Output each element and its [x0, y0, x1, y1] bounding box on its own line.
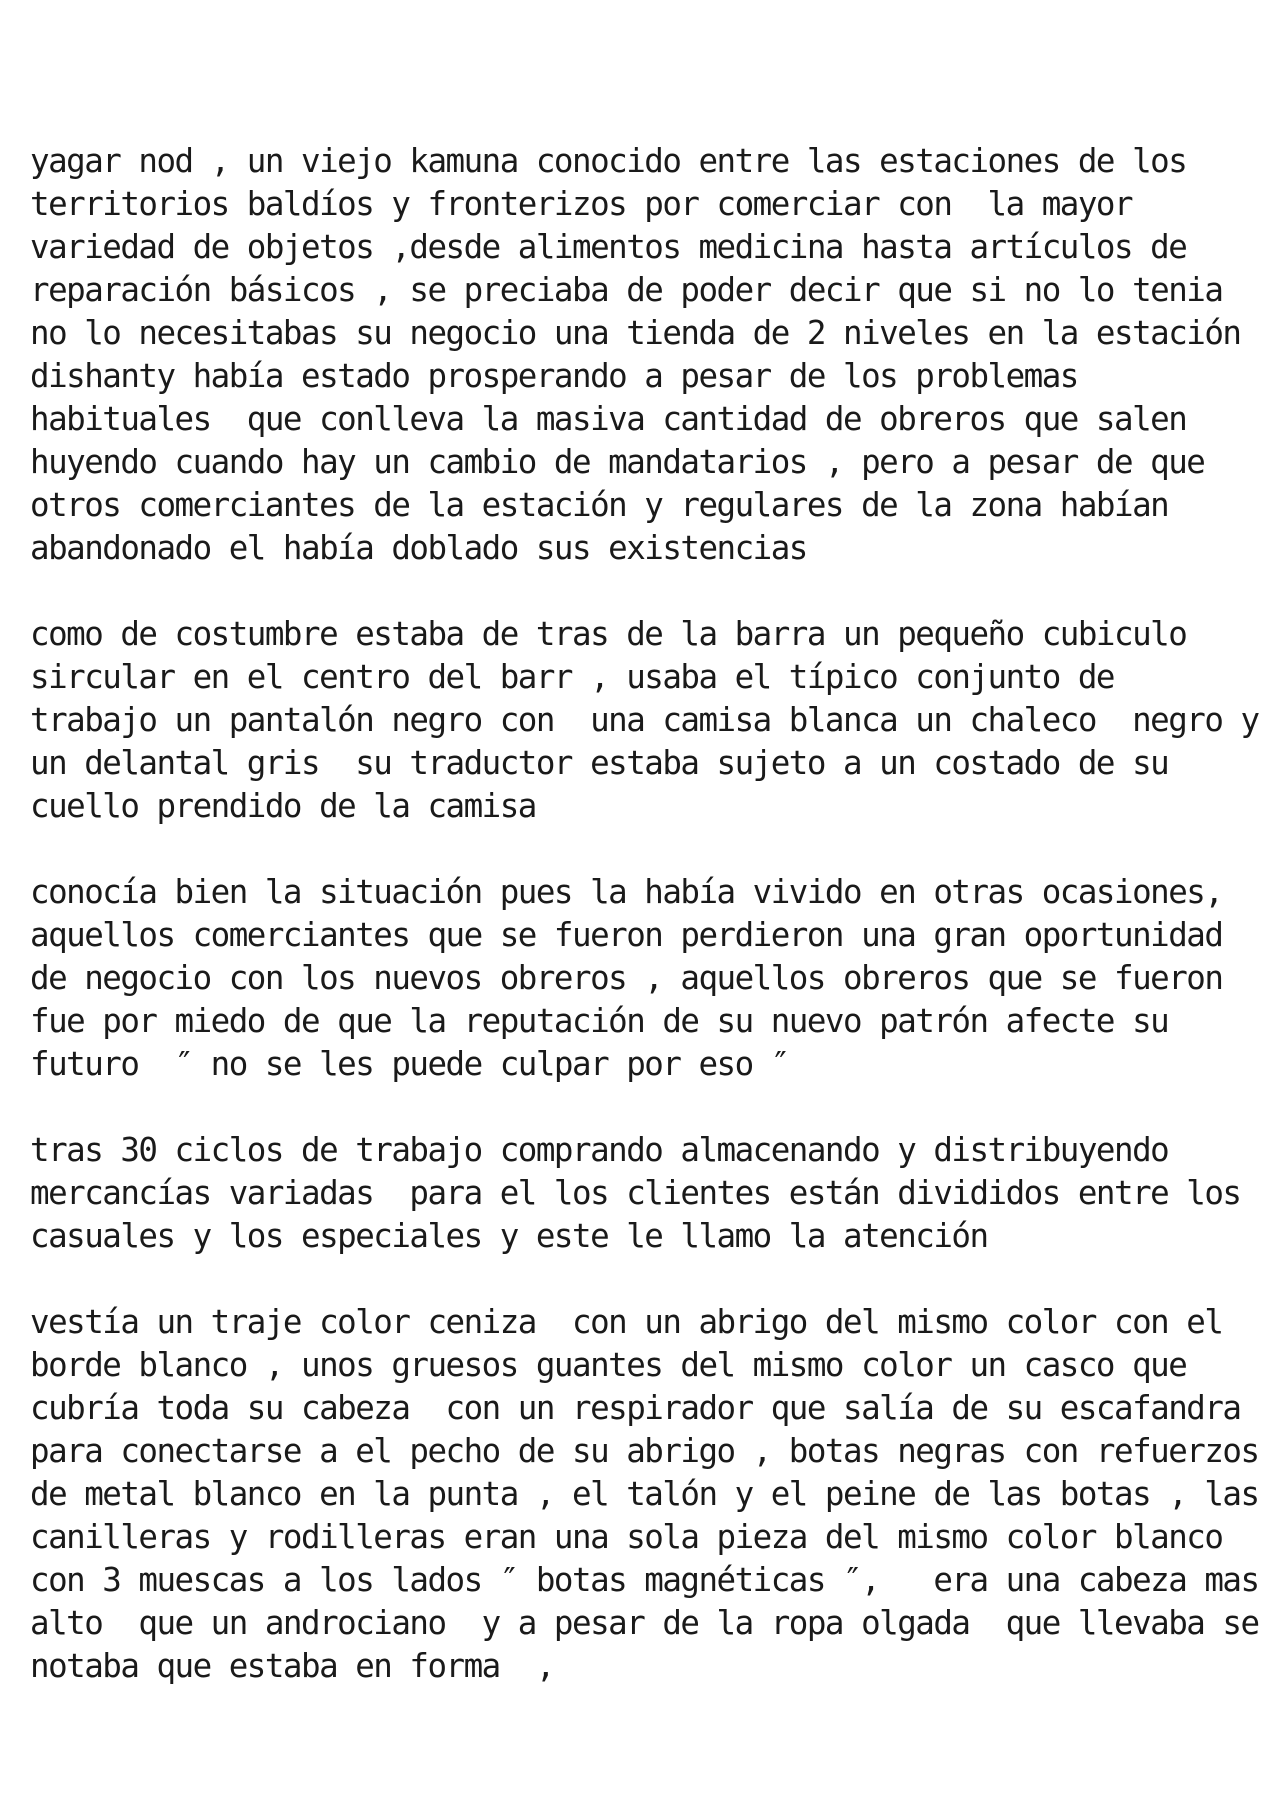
text-line: territorios baldíos y fronterizos por comerciar con la mayor — [30, 185, 1133, 223]
text-line: vestía un traje color ceniza con un abrigo del mismo color con el — [30, 1303, 1223, 1341]
text-line: variedad de objetos ,desde alimentos medicina hasta artículos de — [30, 228, 1187, 266]
document-body — [30, 140, 1270, 1731]
text-line: sircular en el centro del barr , usaba el típico conjunto de — [30, 658, 1114, 696]
text-line: notaba que estaba en forma , — [30, 1647, 554, 1685]
text-line: cuello prendido de la camisa — [30, 787, 536, 825]
text-line: no lo necesitabas su negocio una tienda de 2 niveles en la estación — [30, 314, 1241, 352]
paragraph-4 — [30, 1129, 1270, 1258]
paragraph-2 — [30, 613, 1270, 828]
text-line: de negocio con los nuevos obreros , aquellos obreros que se fueron — [30, 959, 1223, 997]
text-line: mercancías variadas para el los clientes están divididos entre los — [30, 1174, 1241, 1212]
text-line: abandonado el había doblado sus existencias — [30, 529, 807, 567]
text-line: fue por miedo de que la reputación de su nuevo patrón afecte su — [30, 1002, 1169, 1040]
text-line: yagar nod , un viejo kamuna conocido entre las estaciones de los — [30, 142, 1187, 180]
text-line: tras 30 ciclos de trabajo comprando almacenando y distribuyendo — [30, 1131, 1169, 1169]
text-line: cubría toda su cabeza con un respirador que salía de su escafandra — [30, 1389, 1241, 1427]
paragraph-1 — [30, 140, 1270, 570]
text-line: huyendo cuando hay un cambio de mandatarios , pero a pesar de que — [30, 443, 1205, 481]
text-line: aquellos comerciantes que se fueron perdieron una gran oportunidad — [30, 916, 1223, 954]
text-line: casuales y los especiales y este le llamo la atención — [30, 1217, 988, 1255]
paragraph-3 — [30, 871, 1270, 1086]
text-line: habituales que conlleva la masiva cantidad de obreros que salen — [30, 400, 1187, 438]
text-line: como de costumbre estaba de tras de la barra un pequeño cubiculo — [30, 615, 1187, 653]
text-line: reparación básicos , se preciaba de poder decir que si no lo tenia — [30, 271, 1223, 309]
text-line: conocía bien la situación pues la había vivido en otras ocasiones, — [30, 873, 1223, 911]
text-line: dishanty había estado prosperando a pesar de los problemas — [30, 357, 1078, 395]
text-line: canilleras y rodilleras eran una sola pieza del mismo color blanco — [30, 1518, 1223, 1556]
text-line: un delantal gris su traductor estaba sujeto a un costado de su — [30, 744, 1169, 782]
text-line: otros comerciantes de la estación y regulares de la zona habían — [30, 486, 1169, 524]
text-line: para conectarse a el pecho de su abrigo , botas negras con refuerzos — [30, 1432, 1259, 1470]
text-line: de metal blanco en la punta , el talón y el peine de las botas , las — [30, 1475, 1259, 1513]
text-line: trabajo un pantalón negro con una camisa blanca un chaleco negro y — [30, 701, 1259, 739]
text-line: borde blanco , unos gruesos guantes del mismo color un casco que — [30, 1346, 1187, 1384]
text-line: alto que un androciano y a pesar de la ropa olgada que llevaba se — [30, 1604, 1259, 1642]
paragraph-5 — [30, 1301, 1270, 1688]
text-line: con 3 muescas a los lados ″ botas magnéticas ″, era una cabeza mas — [30, 1561, 1259, 1599]
text-line: futuro ″ no se les puede culpar por eso ″ — [30, 1045, 789, 1083]
